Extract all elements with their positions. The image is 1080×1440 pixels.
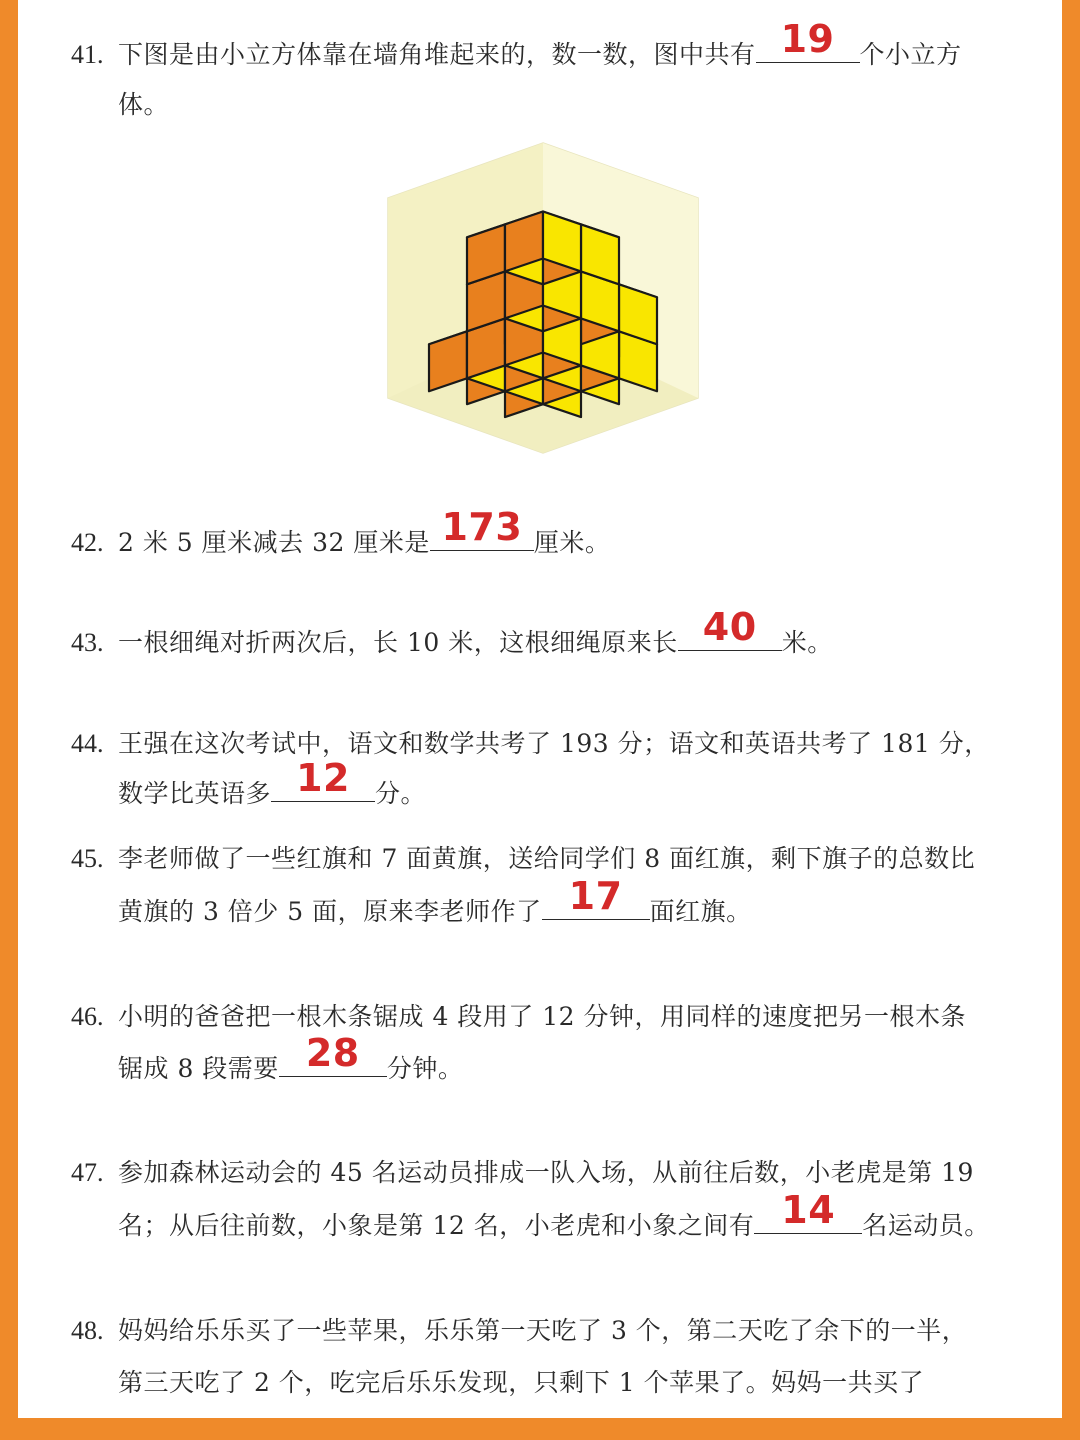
answer-blank: [756, 17, 860, 63]
question-text: 分。: [375, 779, 427, 808]
answer-blank: [430, 505, 534, 551]
answer-blank: [754, 1188, 862, 1234]
question-line-1: [118, 605, 833, 657]
question-text: 体。: [118, 90, 170, 119]
question-text: 第三天吃了 2 个，吃完后乐乐发现，只剩下 1 个苹果了。妈妈一共买了: [118, 1368, 925, 1397]
question-line-1: [118, 1318, 967, 1343]
question-line-1: [118, 846, 975, 871]
question-text: 小明的爸爸把一根木条锯成 4 段用了 12 分钟，用同样的速度把另一根木条: [118, 1002, 967, 1031]
answer-blank: [279, 1031, 387, 1077]
question-number: 46.: [71, 1002, 104, 1031]
question-text: 黄旗的 3 倍少 5 面，原来李老师作了: [118, 897, 542, 926]
answer-value: 19: [780, 17, 835, 61]
question-number: 44.: [71, 729, 104, 758]
question-line-2: [118, 756, 427, 808]
question-text: 一根细绳对折两次后，长 10 米，这根细绳原来长: [118, 628, 678, 657]
question-number: 43.: [71, 628, 104, 657]
question-text: 个小立方: [859, 40, 962, 69]
question-text: 下图是由小立方体靠在墙角堆起来的，数一数，图中共有: [118, 40, 756, 69]
question-text: 名；从后往前数，小象是第 12 名，小老虎和小象之间有: [118, 1211, 755, 1240]
question-line-2: [118, 874, 752, 926]
question-number: 42.: [71, 528, 104, 557]
question-line-1: [118, 1160, 974, 1185]
question-text: 分钟。: [386, 1054, 464, 1083]
question-line-2: [118, 1370, 924, 1395]
question-text: 米。: [781, 628, 833, 657]
answer-blank: [271, 756, 375, 802]
answer-blank: [678, 605, 782, 651]
question-text: 名运动员。: [862, 1211, 990, 1240]
question-text: 妈妈给乐乐买了一些苹果，乐乐第一天吃了 3 个，第二天吃了余下的一半，: [118, 1316, 968, 1345]
answer-value: 40: [702, 605, 757, 649]
question-text: 面红旗。: [649, 897, 752, 926]
question-number: 41.: [71, 40, 104, 69]
question-line-2: [118, 92, 169, 117]
question-text: 参加森林运动会的 45 名运动员排成一队入场，从前往后数，小老虎是第 19: [118, 1158, 974, 1187]
answer-value: 17: [568, 874, 623, 918]
question-text: 锯成 8 段需要: [118, 1054, 279, 1083]
question-text: 2 米 5 厘米减去 32 厘米是: [118, 528, 430, 557]
answer-value: 14: [781, 1188, 836, 1232]
question-number: 47.: [71, 1158, 104, 1187]
question-text: 李老师做了一些红旗和 7 面黄旗，送给同学们 8 面红旗，剩下旗子的总数比: [118, 844, 976, 873]
question-line-1: [118, 1004, 966, 1029]
question-line-1: [118, 505, 611, 557]
answer-value: 12: [296, 756, 350, 800]
answer-value: 28: [305, 1031, 360, 1075]
question-number: 45.: [71, 844, 104, 873]
question-line-2: [118, 1188, 990, 1240]
cube-stack-figure: [386, 140, 701, 455]
question-line-1: [118, 17, 962, 69]
question-line-1: [118, 731, 990, 756]
question-text: 数学比英语多: [118, 779, 272, 808]
question-number: 48.: [71, 1316, 104, 1345]
question-line-2: [118, 1031, 464, 1083]
answer-blank: [542, 874, 650, 920]
question-text: 王强在这次考试中，语文和数学共考了 193 分；语文和英语共考了 181 分，: [118, 729, 990, 758]
question-text: 厘米。: [533, 528, 611, 557]
answer-value: 173: [441, 505, 523, 549]
